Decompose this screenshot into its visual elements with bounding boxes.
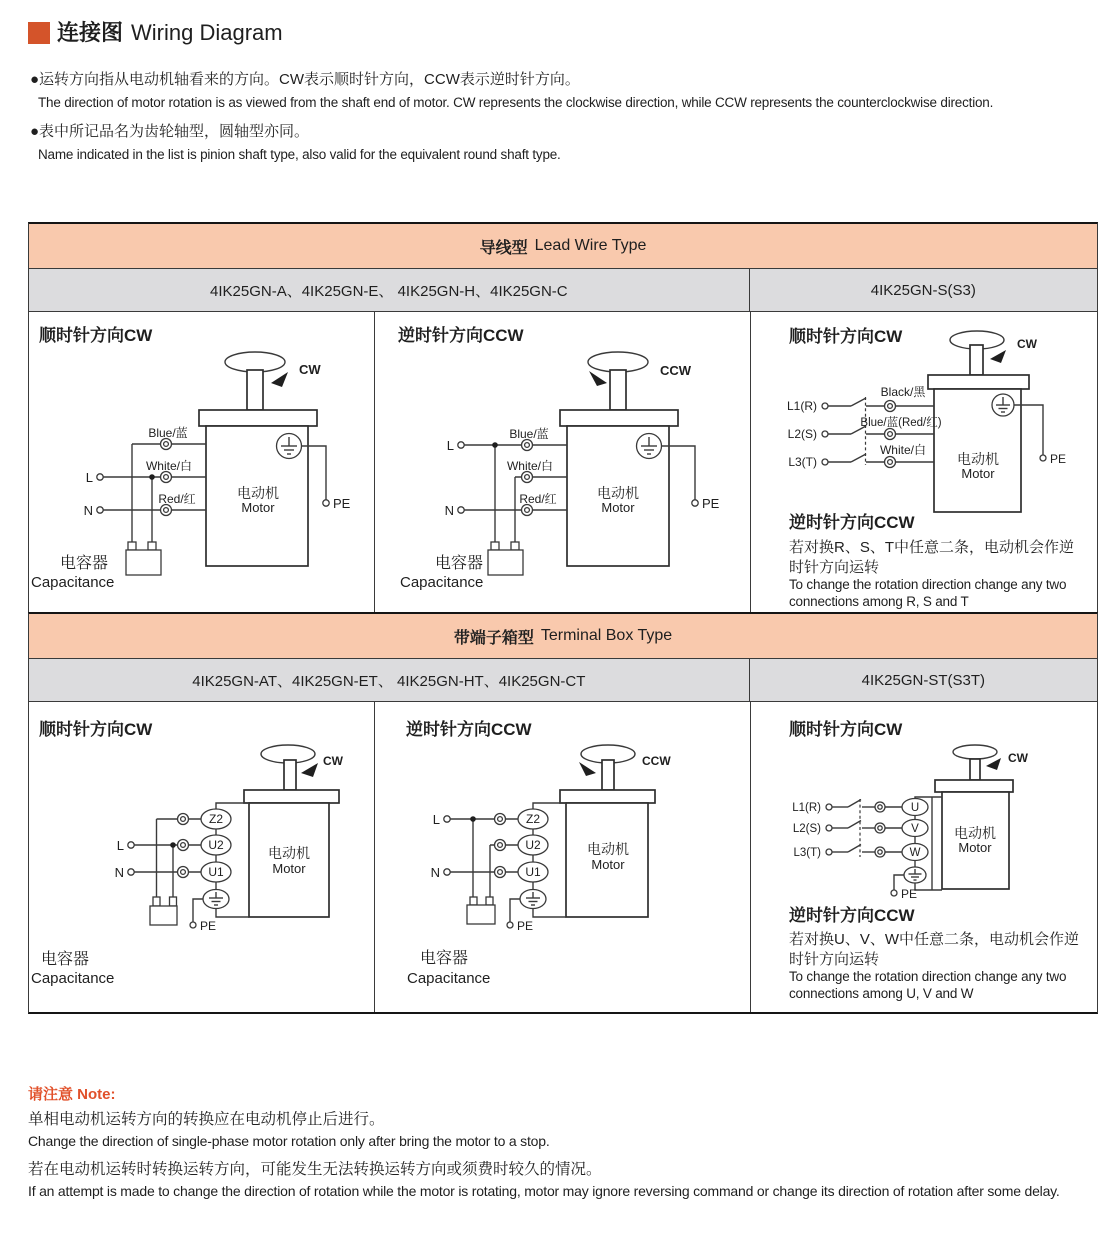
terminal-label-u1: U1 — [208, 865, 224, 879]
l2-terminal-icon — [822, 431, 828, 437]
wire-label-white: White/白 — [506, 459, 554, 473]
direction-title: 顺时针方向CW — [39, 720, 153, 739]
pe-terminal-icon — [891, 890, 897, 896]
l3-terminal-icon — [826, 849, 832, 855]
l-terminal-icon — [128, 842, 134, 848]
page-title-zh: 连接图 — [57, 20, 124, 45]
pe-label: PE — [200, 919, 217, 933]
motor-flange — [560, 410, 678, 426]
motor-label-zh: 电动机 — [268, 845, 310, 861]
direction-title: 顺时针方向CW — [789, 720, 903, 739]
input-l3-label: L3(T) — [788, 455, 817, 469]
terminal-label-u2: U2 — [525, 838, 541, 852]
pe-label: PE — [901, 887, 918, 901]
reverse-note-zh2: 时针方向运转 — [789, 559, 880, 576]
n-terminal-icon — [444, 869, 450, 875]
lead-wire-section-title-zh: 导线型 — [479, 239, 528, 257]
screw-terminal-icons — [495, 814, 506, 878]
l1-terminal-icon — [826, 804, 832, 810]
wire-label-blue: Blue/蓝 — [509, 427, 549, 441]
lead-wire-diagram-row — [29, 312, 1097, 612]
wire-label-red: Red/红 — [519, 492, 557, 506]
n-terminal-icon — [128, 869, 134, 875]
terminal-box-models-right: 4IK25GN-ST(S3T) — [749, 659, 1097, 701]
motor-label-zh: 电动机 — [587, 841, 629, 857]
motor-label-en: Motor — [601, 500, 635, 515]
input-n-label: N — [83, 503, 93, 518]
capacitor — [126, 542, 161, 575]
capacitor-label-zh: 电容器 — [60, 555, 109, 572]
terminal-label-u: U — [910, 802, 920, 814]
leadwire-threephase-svg — [751, 312, 1100, 612]
reverse-note-zh1: 若对换U、V、W中任意二条，电动机会作逆 — [789, 931, 1079, 948]
lead-wire-models-left: 4IK25GN-A、4IK25GN-E、 4IK25GN-H、4IK25GN-C — [210, 282, 568, 300]
capacitor — [467, 897, 495, 924]
reverse-note-en2: connections among U, V and W — [789, 986, 974, 1001]
ground-symbol-icon — [637, 434, 662, 459]
ground-symbol-icon — [277, 434, 302, 459]
pe-label: PE — [1050, 452, 1067, 466]
wire-label-white: White/白 — [879, 443, 927, 457]
capacitor-label-en: Capacitance — [31, 970, 115, 987]
lead-wire-table — [28, 222, 1098, 612]
terminal-box-table — [28, 612, 1098, 1014]
wire-label-red: Red/红 — [158, 492, 196, 506]
leadwire-ccw-svg — [375, 312, 751, 612]
lead-wire-section-header — [29, 224, 1097, 269]
motor-shaft — [970, 345, 983, 375]
section-marker-icon — [28, 22, 50, 44]
motor-flange — [935, 780, 1013, 792]
pe-terminal-icon — [692, 500, 698, 506]
note-line-2: Change the direction of single-phase motor rotation only after bring the motor to a stop. — [28, 1133, 550, 1149]
motor-label-zh: 电动机 — [954, 825, 996, 841]
diagram-terminal-ccw — [374, 702, 750, 1012]
leadwire-cw-svg — [29, 312, 374, 612]
input-l-label: L — [446, 438, 454, 453]
reverse-note-title: 逆时针方向CCW — [789, 906, 915, 925]
capacitor-label-zh: 电容器 — [420, 950, 469, 967]
lead-wire-models-right: 4IK25GN-S(S3) — [749, 269, 1097, 311]
diagram-leadwire-ccw — [374, 312, 750, 612]
ground-terminal-icon — [520, 890, 546, 909]
l-terminal-icon — [444, 816, 450, 822]
phase-wires — [832, 800, 902, 853]
pe-terminal-icon — [190, 922, 196, 928]
screw-terminal-icons — [885, 401, 896, 468]
motor-flange — [928, 375, 1029, 389]
pe-label: PE — [517, 919, 534, 933]
reverse-note-zh1: 若对换R、S、T中任意二条，电动机会作逆 — [789, 539, 1075, 556]
screw-terminal-icons — [875, 802, 885, 857]
terminal-label-w: W — [909, 847, 921, 859]
input-l1-label: L1(R) — [792, 802, 821, 814]
reverse-note-title: 逆时针方向CCW — [789, 513, 915, 532]
rotation-label: CW — [323, 754, 343, 768]
motor-label-en: Motor — [241, 500, 275, 515]
pe-label: PE — [333, 496, 351, 511]
motor-shaft — [284, 760, 296, 790]
input-n-label: N — [114, 865, 124, 880]
motor-label-zh: 电动机 — [957, 451, 999, 467]
rotation-arrow-icon — [990, 350, 1006, 363]
rotation-label: CCW — [660, 363, 692, 378]
motor-flange — [244, 790, 339, 803]
rotation-arrow-icon — [589, 371, 607, 386]
terminal-box-models-left: 4IK25GN-AT、4IK25GN-ET、 4IK25GN-HT、4IK25GN-CT — [192, 672, 586, 690]
rotation-arrow-icon — [986, 758, 1001, 770]
direction-title: 顺时针方向CW — [789, 327, 903, 346]
motor-label-en: Motor — [961, 466, 995, 481]
l3-terminal-icon — [822, 459, 828, 465]
note-title: 请注意 Note: — [28, 1086, 116, 1103]
diagram-terminal-cw — [29, 702, 374, 1012]
intro-bullet-2-en: Name indicated in the list is pinion shaft type, also valid for the equivalent round shaft type. — [38, 147, 561, 162]
input-n-label: N — [444, 503, 454, 518]
input-l-label: L — [432, 812, 440, 827]
input-l3-label: L3(T) — [793, 847, 821, 859]
n-terminal-icon — [458, 507, 464, 513]
terminal-label-u2: U2 — [208, 838, 224, 852]
capacitor-label-en: Capacitance — [400, 574, 484, 591]
n-terminal-icon — [97, 507, 103, 513]
motor-flange — [199, 410, 317, 426]
wire-label-blue-red: Blue/蓝(Red/红) — [860, 417, 942, 429]
input-l2-label: L2(S) — [787, 427, 817, 441]
input-l2-label: L2(S) — [792, 823, 821, 835]
capacitor-label-zh: 电容器 — [435, 555, 484, 572]
l2-terminal-icon — [826, 825, 832, 831]
l1-terminal-icon — [822, 403, 828, 409]
motor-shaft — [602, 760, 614, 790]
capacitor-label-zh: 电容器 — [41, 951, 90, 968]
direction-title: 顺时针方向CW — [39, 326, 153, 345]
input-l-label: L — [116, 838, 124, 853]
screw-terminal-icons — [178, 814, 189, 878]
terminal-label-z2: Z2 — [208, 812, 224, 826]
rotation-arc-icon — [225, 352, 285, 372]
capacitor — [150, 897, 177, 925]
motor-label-zh: 电动机 — [597, 485, 639, 501]
wire-label-white: White/白 — [145, 459, 193, 473]
page-title — [57, 16, 283, 47]
terminal-label-u1: U1 — [525, 865, 541, 879]
rotation-label: CW — [1008, 751, 1028, 765]
pe-terminal-icon — [323, 500, 329, 506]
intro-bullet-1-zh: ●运转方向指从电动机轴看来的方向。CW表示顺时针方向，CCW表示逆时针方向。 — [30, 71, 580, 88]
input-l1-label: L1(R) — [786, 399, 817, 413]
ground-terminal-icon — [904, 867, 926, 883]
junction-dot — [470, 816, 476, 822]
motor-shaft — [610, 370, 626, 410]
capacitor — [488, 542, 523, 575]
motor-label-en: Motor — [958, 840, 992, 855]
wire-label-blue: Blue/蓝 — [148, 426, 188, 440]
terminal-box-section-title-zh: 带端子箱型 — [453, 629, 534, 647]
diagram-leadwire-threephase — [750, 312, 1099, 612]
terminal-label-v: V — [911, 823, 919, 835]
reverse-note-en1: To change the rotation direction change any two — [789, 577, 1067, 592]
rotation-arc-icon — [953, 745, 997, 759]
motor-label-en: Motor — [591, 857, 625, 872]
terminal-label-z2: Z2 — [525, 812, 541, 826]
motor-shaft — [247, 370, 263, 410]
motor-label-zh: 电动机 — [237, 485, 279, 501]
direction-title: 逆时针方向CCW — [398, 326, 524, 345]
direction-title: 逆时针方向CCW — [406, 720, 532, 739]
terminal-box-model-row — [29, 659, 1097, 702]
capacitor-label-en: Capacitance — [407, 970, 491, 987]
rotation-label: CW — [1017, 337, 1037, 351]
ground-terminal-icon — [203, 890, 229, 909]
pe-terminal-icon — [1040, 455, 1046, 461]
rotation-label: CCW — [642, 754, 671, 768]
junction-dot — [149, 474, 155, 480]
terminal-threephase-svg — [751, 702, 1100, 1014]
motor-label-en: Motor — [272, 861, 306, 876]
terminal-box-diagram-row — [29, 702, 1097, 1012]
input-n-label: N — [430, 865, 440, 880]
rotation-label: CW — [299, 362, 321, 377]
wire-label-black: Black/黑 — [880, 385, 926, 399]
diagram-terminal-threephase — [750, 702, 1099, 1012]
intro-bullet-2-zh: ●表中所记品名为齿轮轴型，圆轴型亦同。 — [30, 123, 310, 140]
junction-dot — [492, 442, 498, 448]
motor-flange — [560, 790, 655, 803]
note-line-1: 单相电动机运转方向的转换应在电动机停止后进行。 — [28, 1111, 385, 1128]
motor-shaft — [970, 759, 980, 780]
terminal-box-section-title-en: Terminal Box Type — [540, 627, 673, 644]
diagram-leadwire-cw — [29, 312, 374, 612]
reverse-note-en2: connections among R, S and T — [789, 594, 969, 609]
pe-terminal-icon — [507, 922, 513, 928]
rotation-arrow-icon — [271, 372, 288, 387]
note-line-4: If an attempt is made to change the direction of rotation while the motor is rotating, motor may ignore reversing command or change its direction of rotation after some delay. — [28, 1183, 1060, 1199]
input-l-label: L — [85, 470, 93, 485]
rotation-arc-icon — [588, 352, 648, 372]
lead-wire-model-row — [29, 269, 1097, 312]
rotation-arrow-icon — [579, 762, 596, 776]
junction-dot — [170, 842, 176, 848]
terminal-box-section-header — [29, 614, 1097, 659]
intro-bullet-1-en: The direction of motor rotation is as viewed from the shaft end of motor. CW represents the clockwise direction, while CCW represents the counterclockwise direction. — [38, 95, 994, 110]
capacitor-label-en: Capacitance — [31, 574, 115, 591]
reverse-note-zh2: 时针方向运转 — [789, 951, 880, 968]
note-line-3: 若在电动机运转时转换运转方向，可能发生无法转换运转方向或须费时较久的情况。 — [28, 1161, 602, 1178]
ground-symbol-icon — [992, 394, 1014, 416]
pe-label: PE — [702, 496, 720, 511]
rotation-arrow-icon — [301, 763, 318, 777]
l-terminal-icon — [458, 442, 464, 448]
terminal-cw-svg — [29, 702, 374, 1012]
page-title-en: Wiring Diagram — [131, 20, 283, 45]
terminal-ccw-svg — [375, 702, 751, 1012]
l-terminal-icon — [97, 474, 103, 480]
lead-wire-section-title-en: Lead Wire Type — [534, 237, 647, 254]
reverse-note-en1: To change the rotation direction change any two — [789, 969, 1067, 984]
